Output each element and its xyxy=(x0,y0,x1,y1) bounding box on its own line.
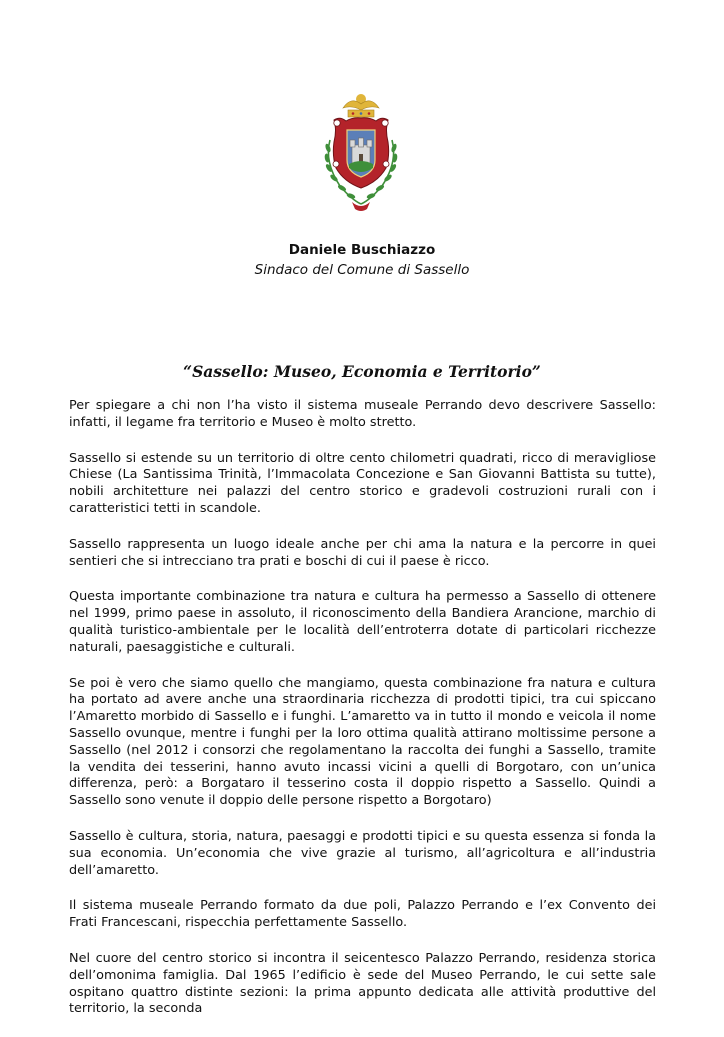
document-title: “Sassello: Museo, Economia e Territorio” xyxy=(183,362,541,381)
paragraph: Se poi è vero che siamo quello che mangiamo, questa combinazione fra natura e cultura ha portato ad avere anche una straordinaria ricchezza di prodotti tipici, tra cui spiccano l’Amaretto morbido di Sassello e i funghi. L’amaretto va in tutto il mondo e veicola il nome Sassello ovunque, mentre i funghi per la loro ottima qualità attirano moltissime persone a Sassello (nel 2012 i consorzi che regolamentano la raccolta dei funghi a Sassello, tramite la vendita dei tesserini, hanno avuto incassi vicini a quelli di Borgotaro, con un’unica differenza, però: a Borgataro il tesserino costa il doppio rispetto a Sassello. Quindi a Sassello sono venute il doppio delle persone rispetto a Borgotaro) xyxy=(69,675,656,809)
paragraph: Sassello è cultura, storia, natura, paesaggi e prodotti tipici e su questa essenza si fonda la sua economia. Un’economia che vive grazie al turismo, all’agricoltura e all’industria dell’amaretto. xyxy=(69,828,656,878)
author-name: Daniele Buschiazzo xyxy=(288,242,436,258)
document-body xyxy=(69,398,656,1037)
paragraph: Il sistema museale Perrando formato da due poli, Palazzo Perrando e l’ex Convento dei Frati Francescani, rispecchia perfettamente Sassello. xyxy=(69,898,656,931)
paragraph: Sassello si estende su un territorio di oltre cento chilometri quadrati, ricco di meravigliose Chiese (La Santissima Trinità, l’Immacolata Concezione e San Giovanni Battista su tutte), nobili architetture nei palazzi del centro storico e gradevoli costruzioni rurali con i caratteristici tetti in scandole. xyxy=(69,450,656,516)
coat-of-arms-icon xyxy=(318,90,404,216)
paragraph: Nel cuore del centro storico si incontra il seicentesco Palazzo Perrando, residenza storica dell’omonima famiglia. Dal 1965 l’edificio è sede del Museo Perrando, le cui sette sale ospitano quattro distinte sezioni: la prima appunto dedicata alle attività produttive del territorio, la seconda xyxy=(69,950,656,1017)
author-role: Sindaco del Comune di Sassello xyxy=(254,262,470,278)
paragraph: Questa importante combinazione tra natura e cultura ha permesso a Sassello di ottenere nel 1999, primo paese in assoluto, il riconoscimento della Bandiera Arancione, marchio di qualità turistico-ambientale per le località dell’entroterra dotate di particolari ricchezze naturali, paesaggistiche e culturali. xyxy=(69,589,656,655)
castle-icon xyxy=(350,138,372,163)
paragraph: Sassello rappresenta un luogo ideale anche per chi ama la natura e la percorre in quei sentieri che si intrecciano tra prati e boschi di cui il paese è ricco. xyxy=(69,536,656,569)
paragraph: Per spiegare a chi non l’ha visto il sistema museale Perrando devo descrivere Sassello: infatti, il legame fra territorio e Museo è molto stretto. xyxy=(69,398,656,430)
crown-eagle-icon xyxy=(343,94,379,117)
